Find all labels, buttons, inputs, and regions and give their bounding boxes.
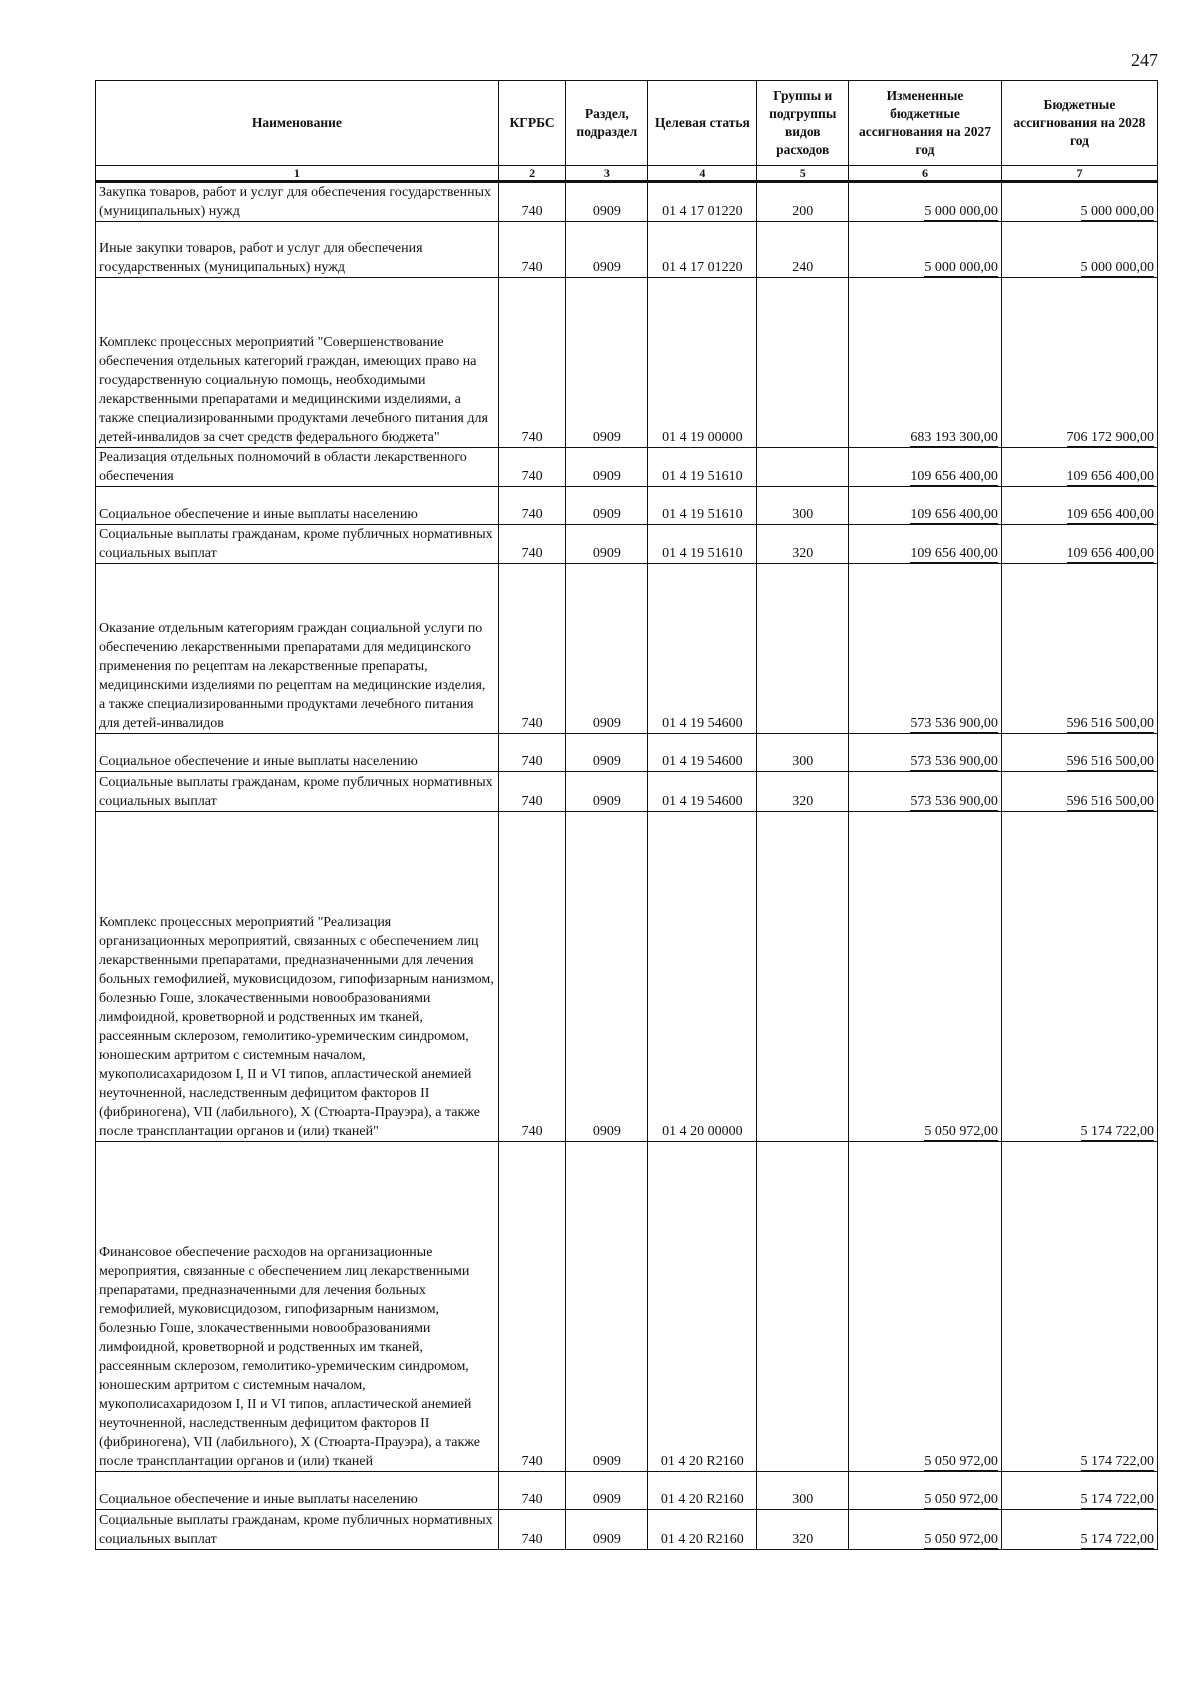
header-2027: Измененные бюджетные ассигнования на 2027 год [849, 81, 1002, 166]
row-kgrbs: 740 [498, 278, 566, 448]
row-section: 0909 [566, 222, 648, 278]
row-2027: 5 050 972,00 [924, 1532, 998, 1547]
row-kgrbs: 740 [498, 1472, 566, 1510]
row-2028: 596 516 500,00 [1066, 716, 1154, 731]
row-section: 0909 [566, 278, 648, 448]
row-2027: 5 050 972,00 [924, 1492, 998, 1507]
row-2028: 109 656 400,00 [1066, 507, 1154, 522]
header-2028: Бюджетные ассигнования на 2028 год [1001, 81, 1157, 166]
row-article: 01 4 20 00000 [648, 812, 757, 1142]
row-group: 200 [757, 182, 849, 222]
table-row [96, 182, 1158, 222]
row-2027: 573 536 900,00 [910, 716, 998, 731]
row-2027: 109 656 400,00 [910, 507, 998, 522]
row-group [757, 448, 849, 487]
header-kgrbs: КГРБС [498, 81, 566, 166]
row-group: 300 [757, 734, 849, 772]
row-2028: 5 000 000,00 [1080, 204, 1154, 219]
row-kgrbs: 740 [498, 564, 566, 734]
row-kgrbs: 740 [498, 222, 566, 278]
row-name: Социальные выплаты гражданам, кроме публичных нормативных социальных выплат [96, 525, 499, 564]
table-row [96, 734, 1158, 772]
row-article: 01 4 19 51610 [648, 525, 757, 564]
row-article: 01 4 17 01220 [648, 222, 757, 278]
row-kgrbs: 740 [498, 734, 566, 772]
column-number: 4 [648, 166, 757, 182]
row-kgrbs: 740 [498, 448, 566, 487]
row-article: 01 4 19 54600 [648, 734, 757, 772]
row-2028: 5 174 722,00 [1080, 1492, 1154, 1507]
row-name: Оказание отдельным категориям граждан социальной услуги по обеспечению лекарственными препаратами для медицинского применения по рецептам на лекарственные препараты, медицинскими изделиями по рецептам на медицинские изделия, а также специализированными продуктами лечебного питания для детей-инвалидов [96, 564, 499, 734]
row-2028: 5 174 722,00 [1080, 1532, 1154, 1547]
row-article: 01 4 17 01220 [648, 182, 757, 222]
row-kgrbs: 740 [498, 812, 566, 1142]
row-2027: 109 656 400,00 [910, 469, 998, 484]
row-group [757, 1142, 849, 1472]
row-group: 320 [757, 1510, 849, 1550]
row-kgrbs: 740 [498, 487, 566, 525]
row-group [757, 278, 849, 448]
row-2027: 5 050 972,00 [924, 1454, 998, 1469]
table-row [96, 564, 1158, 734]
row-2027: 573 536 900,00 [910, 794, 998, 809]
row-kgrbs: 740 [498, 525, 566, 564]
row-group: 320 [757, 525, 849, 564]
row-name: Финансовое обеспечение расходов на организационные мероприятия, связанные с обеспечением лиц лекарственными препаратами, предназначенными для лечения больных гемофилией, муковисцидозом, гипофизарным нанизмом, болезнью Гоше, злокачественными новообразованиями лимфоидной, кроветворной и родственных им тканей, рассеянным склерозом, гемолитико-уремическим синдромом, юношеским артритом с системным началом, мукополисахаридозом I, II и VI типов, апластической анемией неуточненной, наследственным дефицитом факторов II (фибриногена), VII (лабильного), X (Стюарта-Прауэра), а также после трансплантации органов и (или) тканей [96, 1142, 499, 1472]
row-2028: 706 172 900,00 [1066, 430, 1154, 445]
column-number-row [96, 166, 1158, 182]
row-group [757, 812, 849, 1142]
row-article: 01 4 19 54600 [648, 772, 757, 812]
column-number: 6 [849, 166, 1002, 182]
table-row [96, 812, 1158, 1142]
column-number: 1 [96, 166, 499, 182]
table-row [96, 278, 1158, 448]
row-name: Социальные выплаты гражданам, кроме публичных нормативных социальных выплат [96, 1510, 499, 1550]
row-section: 0909 [566, 1142, 648, 1472]
row-name: Закупка товаров, работ и услуг для обеспечения государственных (муниципальных) нужд [96, 182, 499, 222]
table-row [96, 222, 1158, 278]
row-name: Иные закупки товаров, работ и услуг для обеспечения государственных (муниципальных) нужд [96, 222, 499, 278]
header-section: Раздел, подраздел [566, 81, 648, 166]
row-group: 240 [757, 222, 849, 278]
row-2028: 5 000 000,00 [1080, 260, 1154, 275]
column-number: 7 [1001, 166, 1157, 182]
row-kgrbs: 740 [498, 1510, 566, 1550]
column-number: 2 [498, 166, 566, 182]
row-name: Социальные выплаты гражданам, кроме публичных нормативных социальных выплат [96, 772, 499, 812]
header-row [96, 81, 1158, 166]
row-article: 01 4 19 54600 [648, 564, 757, 734]
row-section: 0909 [566, 564, 648, 734]
row-article: 01 4 20 R2160 [648, 1510, 757, 1550]
row-section: 0909 [566, 812, 648, 1142]
table-row [96, 525, 1158, 564]
row-article: 01 4 20 R2160 [648, 1142, 757, 1472]
row-section: 0909 [566, 1472, 648, 1510]
table-row [96, 1472, 1158, 1510]
page-number: 247 [1131, 50, 1158, 70]
table-row [96, 1510, 1158, 1550]
row-article: 01 4 19 51610 [648, 448, 757, 487]
row-section: 0909 [566, 487, 648, 525]
row-2027: 683 193 300,00 [910, 430, 998, 445]
row-kgrbs: 740 [498, 182, 566, 222]
row-group [757, 564, 849, 734]
row-section: 0909 [566, 1510, 648, 1550]
row-2028: 5 174 722,00 [1080, 1454, 1154, 1469]
row-name: Комплекс процессных мероприятий "Совершенствование обеспечения отдельных категорий граждан, имеющих право на государственную социальную помощь, необходимыми лекарственными препаратами и медицинскими изделиями, а также специализированными продуктами лечебного питания для детей-инвалидов за счет средств федерального бюджета" [96, 278, 499, 448]
header-article: Целевая статья [648, 81, 757, 166]
row-group: 300 [757, 1472, 849, 1510]
table-row [96, 448, 1158, 487]
row-section: 0909 [566, 448, 648, 487]
header-group: Группы и подгруппы видов расходов [757, 81, 849, 166]
row-kgrbs: 740 [498, 1142, 566, 1472]
row-name: Социальное обеспечение и иные выплаты населению [96, 1472, 499, 1510]
row-article: 01 4 20 R2160 [648, 1472, 757, 1510]
table-row [96, 487, 1158, 525]
row-2027: 5 000 000,00 [924, 204, 998, 219]
column-number: 3 [566, 166, 648, 182]
row-name: Реализация отдельных полномочий в области лекарственного обеспечения [96, 448, 499, 487]
budget-table [95, 80, 1158, 1550]
row-name: Социальное обеспечение и иные выплаты населению [96, 734, 499, 772]
row-name: Комплекс процессных мероприятий "Реализация организационных мероприятий, связанных с обеспечением лиц лекарственными препаратами, предназначенными для лечения больных гемофилией, муковисцидозом, гипофизарным нанизмом, болезнью Гоше, злокачественными новообразованиями лимфоидной, кроветворной и родственных им тканей, рассеянным склерозом, гемолитико-уремическим синдромом, юношеским артритом с системным началом, мукополисахаридозом I, II и VI типов, апластической анемией неуточненной, наследственным дефицитом факторов II (фибриногена), VII (лабильного), X (Стюарта-Прауэра), а также после трансплантации органов и (или) тканей" [96, 812, 499, 1142]
row-2027: 573 536 900,00 [910, 754, 998, 769]
table-row [96, 1142, 1158, 1472]
row-section: 0909 [566, 772, 648, 812]
row-article: 01 4 19 00000 [648, 278, 757, 448]
row-2028: 5 174 722,00 [1080, 1124, 1154, 1139]
row-group: 300 [757, 487, 849, 525]
row-section: 0909 [566, 525, 648, 564]
table-body [96, 182, 1158, 1550]
row-group: 320 [757, 772, 849, 812]
table-row [96, 772, 1158, 812]
row-section: 0909 [566, 182, 648, 222]
row-name: Социальное обеспечение и иные выплаты населению [96, 487, 499, 525]
row-2027: 5 050 972,00 [924, 1124, 998, 1139]
row-section: 0909 [566, 734, 648, 772]
row-2028: 109 656 400,00 [1066, 546, 1154, 561]
row-kgrbs: 740 [498, 772, 566, 812]
row-2028: 596 516 500,00 [1066, 754, 1154, 769]
row-2028: 109 656 400,00 [1066, 469, 1154, 484]
row-2028: 596 516 500,00 [1066, 794, 1154, 809]
row-2027: 5 000 000,00 [924, 260, 998, 275]
row-article: 01 4 19 51610 [648, 487, 757, 525]
row-2027: 109 656 400,00 [910, 546, 998, 561]
column-number: 5 [757, 166, 849, 182]
header-name: Наименование [96, 81, 499, 166]
